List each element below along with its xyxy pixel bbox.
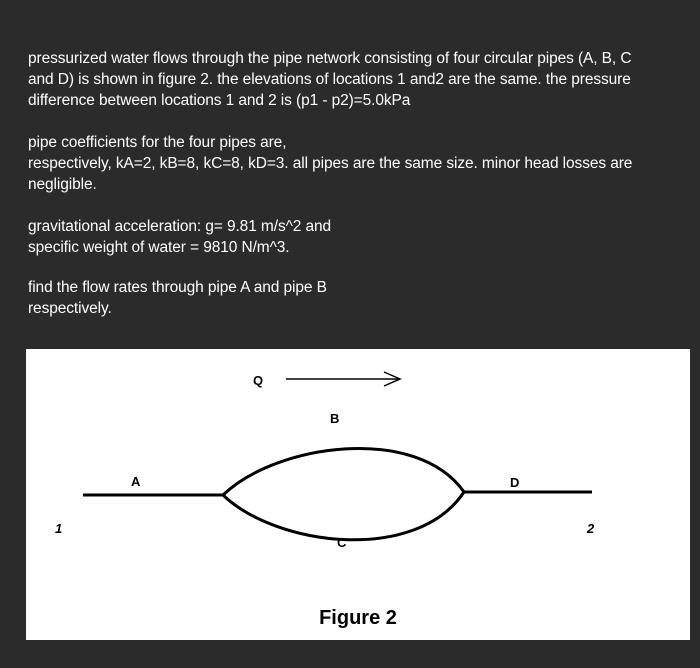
pipe-c-label: C	[337, 535, 347, 550]
pipe-network-diagram	[26, 349, 690, 640]
text-line: pressurized water flows through the pipe network consisting of four circular pipes (A, B, C	[28, 50, 632, 67]
pipe-b-label: B	[330, 411, 340, 426]
problem-paragraph-1	[28, 48, 678, 111]
pipe-a-label: A	[131, 474, 141, 489]
text-line: negligible.	[28, 176, 97, 193]
problem-paragraph-2	[28, 132, 678, 195]
pipe-d-label: D	[510, 475, 520, 490]
pipe-c	[223, 492, 464, 540]
text-line: respectively.	[28, 300, 112, 317]
location-1-label: 1	[55, 521, 63, 536]
problem-paragraph-3	[28, 216, 678, 258]
text-line: difference between locations 1 and 2 is (p1 - p2)=5.0kPa	[28, 92, 411, 109]
location-2-label: 2	[587, 521, 595, 536]
flow-label: Q	[253, 373, 264, 388]
text-line: specific weight of water = 9810 N/m^3.	[28, 239, 290, 256]
pipe-b	[223, 448, 464, 495]
text-line: find the flow rates through pipe A and pipe B	[28, 279, 327, 296]
text-line: gravitational acceleration: g= 9.81 m/s^2 and	[28, 218, 332, 235]
text-line: respectively, kA=2, kB=8, kC=8, kD=3. all pipes are the same size. minor head losses are	[28, 155, 633, 172]
figure-caption: Figure 2	[319, 607, 397, 629]
text-line: pipe coefficients for the four pipes are,	[28, 134, 287, 151]
pipe-network-figure	[26, 349, 690, 640]
text-line: and D) is shown in figure 2. the elevations of locations 1 and2 are the same. the pressure	[28, 71, 631, 88]
flow-direction-arrow	[286, 372, 400, 386]
problem-statement	[28, 48, 678, 319]
problem-paragraph-4	[28, 277, 678, 319]
